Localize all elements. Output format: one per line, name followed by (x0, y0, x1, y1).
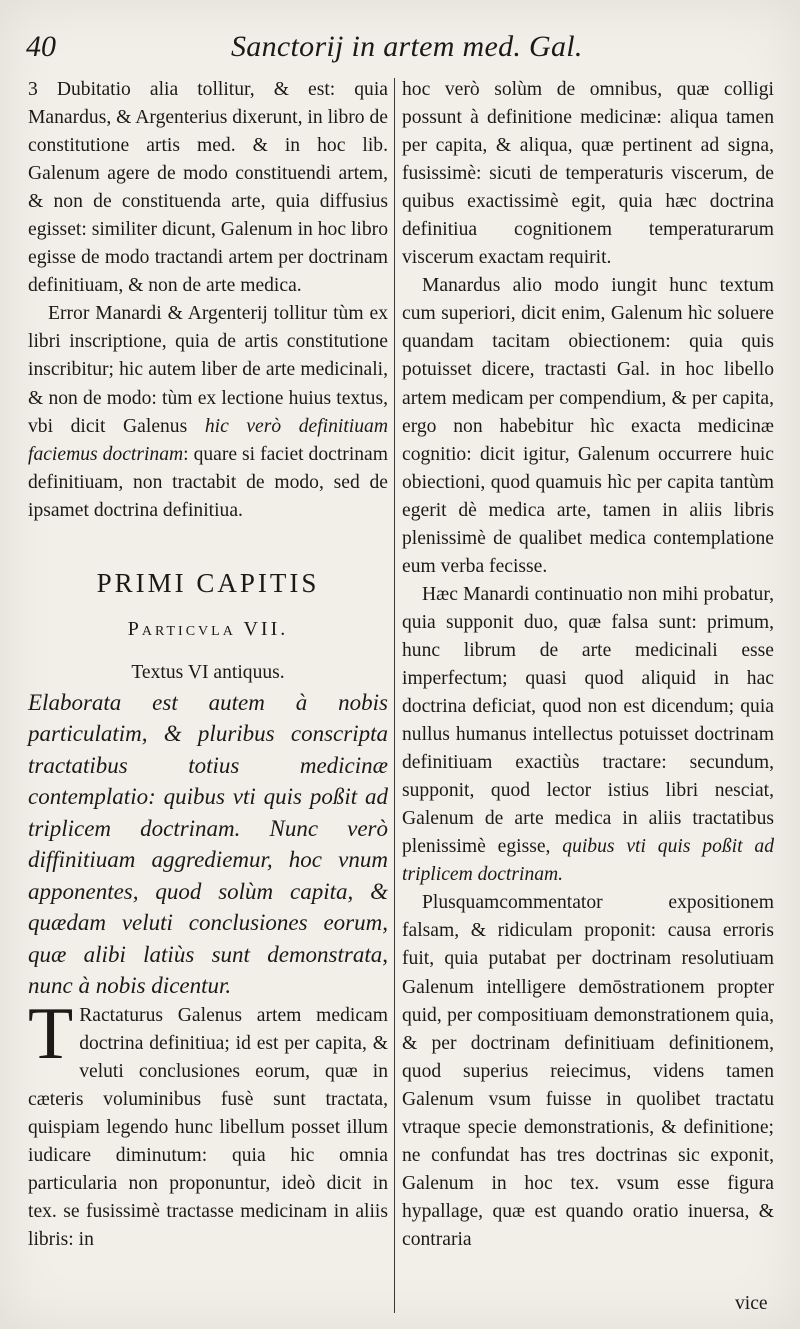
left-paragraph-2-quotation: hic verò definitiuam faciemus doctrinam (28, 415, 388, 465)
left-paragraph-2 (28, 300, 388, 524)
right-paragraph-3 (402, 581, 774, 890)
right-column (402, 76, 774, 1254)
lemma-text: Elaborata est autem à nobis particulatim, & pluribus conscripta tractatibus totius medicinæ contemplatio: quibus vti quis poßit ad triplicem doctrinam. Nunc verò diffinitiuam aggrediemur, hoc vnum apponentes, quod solùm capita, & quædam veluti conclusiones eorum, quæ alibi latiùs sunt demonstrata, nunc à nobis dicentur. (28, 689, 388, 999)
left-paragraph-1: 3 Dubitatio alia tollitur, & est: quia Manardus, & Argenterius dixerunt, in libro de constitutione artis med. & in hoc lib. Galenum agere de modo constituendi artem, & non de constituenda arte, quia diffusius egisset: similiter dicunt, Galenum in hoc libro egisse de modo tractandi artem per doctrinam definitiuam, & non de arte medica. (28, 79, 388, 297)
page-number: 40 (26, 30, 56, 63)
right-paragraph-4: Plusquamcommentator expositionem falsam, & ridiculam proponit: causa erroris fuit, quia putabat per doctrinam resolutiuam Galenum intelligere demōstrationem propter quid, per compositiuam demonstrationem quia, & per doctrinam definitiuam definitionem, quod superius reiecimus, videns tamen Galenum vsum fuisse in quolibet tractatu vtraque specie demonstrationis, & definitione; ne confundat has tres doctrinas sic exponit, Galenum in hoc tex. vsum esse figura hypallage, quæ est quando oratio inuersa, & contraria (402, 892, 774, 1250)
column-divider (394, 78, 395, 1313)
catchword: vice (735, 1293, 768, 1314)
right-paragraph-2: Manardus alio modo iungit hunc textum cum superiori, dicit enim, Galenum hìc soluere quandam tacitam obiectionem: quia quis potuisset dicere, tractasti Gal. in hoc libello artem medicam per compendium, & per capita, ergo non habebitur hìc exacta medicinæ cognitio: dicit igitur, Galenum occurrere huic obiectioni, quod quamuis hìc per capita tantùm egerit dè medica arte, tamen in aliis libris plenissimè de qualibet medica contemplatione eum verba fecisse. (402, 275, 774, 577)
running-head: Sanctorij in artem med. Gal. (231, 30, 583, 63)
commentary-text: Ractaturus Galenus artem medicam doctrina definitiua; id est per capita, & veluti conclusiones eorum, quæ in cæteris voluminibus fusè sunt tractata, quispiam legendo hunc libellum posset illum iudicare diminutum: quia hic omnia particularia non proponuntur, ideò dicit in tex. se fusissimè tractasse medicinam in aliis libris: in (28, 1004, 388, 1251)
commentary-paragraph (28, 992, 388, 1254)
text-label: Textus VI antiquus. (131, 661, 285, 683)
left-paragraph-2-end: : quare si faciet doctrinam definitiuam, non tractabit de modo, sed de ipsamet doctrina definitiua. (28, 443, 388, 521)
dropcap: T (28, 992, 74, 1075)
right-paragraph-3-start: Hæc Manardi continuatio non mihi probatur, quia supponit duo, quæ falsa sunt: primum, hunc librum de arte medicinali esse imperfectum; quasi quod aliquid in hac doctrina deficiat, quod non est dicendum; quia nullus humanus intellectus potuisset doctrinam definitiuam exactiùs tractare: secundum, supponit, quod lector istius libri nesciat, Galenum de arte medica in aliis tractatibus plenissimè egisse, (402, 583, 774, 858)
left-paragraph-2-start: Error Manardi & Argenterij tollitur tùm ex libri inscriptione, quia de artis constitutione inscribitur; hic autem liber de arte medicinali, & non de modo: tùm ex lectione huius textus, vbi dicit Galenus (28, 303, 388, 437)
right-paragraph-3-quotation: quibus vti quis poßit ad triplicem doctrinam. (402, 836, 774, 886)
right-paragraph-1: hoc verò solùm de omnibus, quæ colligi possunt à definitione medicinæ: aliqua tamen per capita, & aliqua, quæ pertinent ad signa, fusissimè: sicuti de temperaturis viscerum, de quibus exactissimè egit, quia hæc doctrina definitiua cognitionem temperaturarum viscerum exactam requirit. (402, 79, 774, 269)
particle-title: Particvla VII. (127, 617, 289, 640)
page-header (26, 20, 786, 70)
left-column (28, 76, 388, 1254)
chapter-title: PRIMI CAPITIS (96, 567, 320, 598)
